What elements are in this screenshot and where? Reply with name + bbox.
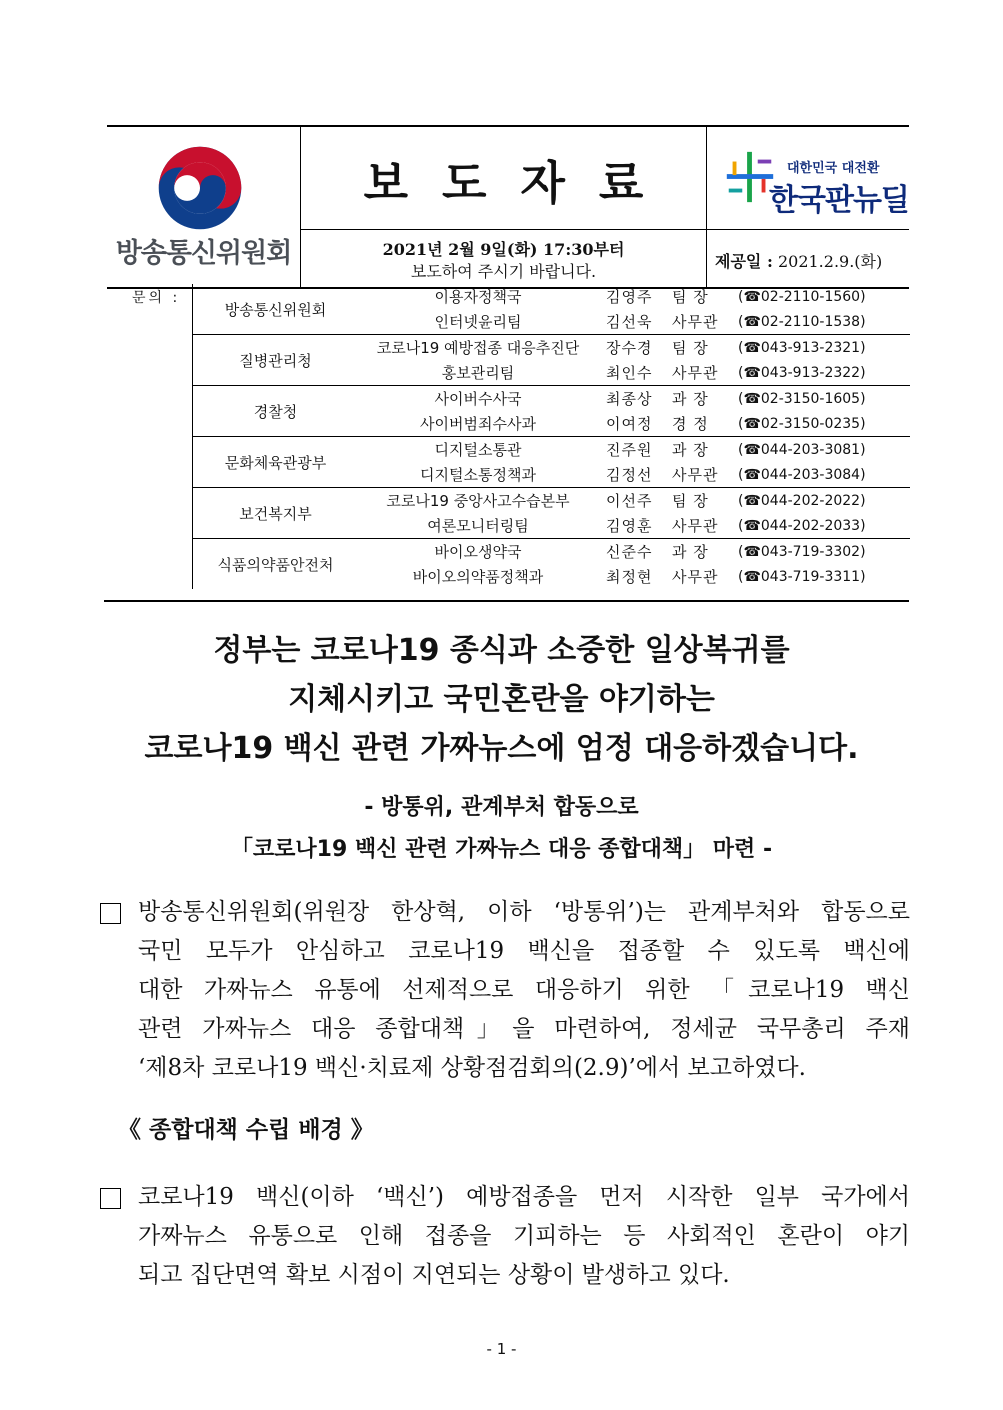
subheadline-line-1: - 방통위, 관계부처 합동으로 (364, 795, 639, 820)
contact-row (193, 335, 911, 361)
contact-role: 과 장 (672, 386, 738, 412)
section-title: 《 종합대책 수립 배경 》 (118, 1116, 374, 1143)
contact-table (192, 284, 910, 589)
contact-dept: 코로나19 예방접종 대응추진단 (358, 335, 598, 361)
contact-dept: 디지털소통관 (358, 437, 598, 463)
taegeuk-emblem-icon (157, 145, 243, 231)
contact-role: 과 장 (672, 539, 738, 565)
contact-dept: 홍보관리팀 (441, 364, 515, 382)
contact-row (193, 437, 911, 463)
contact-phone: (☎044-202-2033) (738, 517, 866, 534)
contact-role: 사무관 (672, 466, 719, 484)
contact-person: 장수경 (598, 335, 672, 361)
contact-person: 김정선 (606, 466, 653, 484)
paragraph-2 (100, 1178, 910, 1295)
header-divider (301, 229, 909, 230)
contact-phone: (☎02-2110-1538) (738, 313, 866, 330)
contact-row (193, 488, 911, 514)
contact-dept: 바이오의약품정책과 (412, 568, 544, 586)
contact-role: 경 정 (672, 415, 709, 433)
bullet-box-icon (100, 1188, 121, 1209)
contact-role: 팀 장 (672, 488, 738, 514)
contact-role: 사무관 (672, 313, 719, 331)
paragraph-line: 방송통신위원회(위원장 한상혁, 이하 ‘방통위’)는 관계부처와 합동으로 (138, 899, 910, 925)
contact-role: 사무관 (672, 517, 719, 535)
paragraph-line: 대한 가짜뉴스 유통에 선제적으로 대응하기 위한 「코로나19 백신 (138, 977, 910, 1003)
ministry-logo-cell (107, 127, 301, 287)
contact-person: 최정현 (606, 568, 653, 586)
contact-person: 신준수 (598, 539, 672, 565)
issued-value: 2021.2.9.(화) (777, 252, 883, 271)
paragraph-line: 코로나19 백신(이하 ‘백신’) 예방접종을 먼저 시작한 일부 국가에서 (138, 1184, 910, 1210)
contact-phone: (☎044-203-3084) (738, 466, 866, 483)
contact-dept: 바이오생약국 (358, 539, 598, 565)
contact-row (193, 386, 911, 412)
contact-dept: 코로나19 중앙사고수습본부 (358, 488, 598, 514)
issued-label: 제공일 : (715, 252, 773, 271)
contact-phone: (☎043-719-3302) (738, 539, 910, 565)
paragraph-line: 국민 모두가 안심하고 코로나19 백신을 접종할 수 있도록 백신에 (138, 938, 910, 964)
contact-person: 이선주 (598, 488, 672, 514)
newdeal-cell (707, 127, 909, 287)
contact-agency: 방송통신위원회 (193, 284, 359, 335)
paragraph-line: 가짜뉴스 유통으로 인해 접종을 기피하는 등 사회적인 혼란이 야기 (138, 1223, 910, 1249)
page-title: 보도자료 (363, 156, 678, 210)
contact-agency: 식품의약품안전처 (193, 539, 359, 590)
paragraph-line: ‘제8차 코로나19 백신·치료제 상황점검회의(2.9)’에서 보고하였다. (138, 1055, 806, 1081)
headline-line-1: 정부는 코로나19 종식과 소중한 일상복귀를 (213, 633, 790, 668)
contact-role: 과 장 (672, 437, 738, 463)
contact-phone: (☎043-913-2321) (738, 335, 910, 361)
contact-dept: 인터넷윤리팀 (434, 313, 522, 331)
org-name: 방송통신위원회 (115, 238, 292, 269)
contact-role: 팀 장 (672, 288, 709, 306)
contact-role: 사무관 (672, 568, 719, 586)
contact-person: 진주원 (598, 437, 672, 463)
title-cell (301, 127, 707, 287)
bullet-box-icon (100, 903, 121, 924)
issued-date (715, 249, 882, 272)
contact-dept: 이용자정책국 (434, 288, 522, 306)
paragraph-line: 관련 가짜뉴스 대응 종합대책」을 마련하여, 정세균 국무총리 주재 (138, 1016, 910, 1042)
newdeal-wordmark: 한국판뉴딜 (769, 183, 909, 218)
contact-person: 최인수 (606, 364, 653, 382)
contact-person: 이여정 (606, 415, 653, 433)
headline-line-2: 지체시키고 국민혼란을 야기하는 (288, 682, 715, 717)
contact-dept: 사이버범죄수사과 (420, 415, 536, 433)
contact-phone: (☎044-203-3081) (738, 437, 910, 463)
contact-row (193, 284, 911, 309)
embargo-note: 보도하여 주시기 바랍니다. (410, 262, 597, 281)
contact-phone: (☎02-3150-0235) (738, 415, 866, 432)
paragraph-line: 되고 집단면역 확보 시점이 지연되는 상황이 발생하고 있다. (138, 1262, 730, 1288)
contact-person: 김영훈 (606, 517, 653, 535)
contact-person: 김선욱 (606, 313, 653, 331)
contact-row (193, 539, 911, 565)
contact-agency: 질병관리청 (193, 335, 359, 386)
contact-phone: (☎02-3150-1605) (738, 386, 910, 412)
contact-person: 최종상 (598, 386, 672, 412)
contact-dept: 사이버수사국 (358, 386, 598, 412)
contact-role: 사무관 (672, 364, 719, 382)
headline-line-3: 코로나19 백신 관련 가짜뉴스에 엄정 대응하겠습니다. (144, 731, 859, 766)
contact-person: 김영주 (606, 288, 653, 306)
newdeal-slogan: 대한민국 대전환 (787, 161, 880, 176)
embargo-time: 2021년 2월 9일(화) 17:30부터 (382, 240, 625, 259)
page-number: - 1 - (486, 1340, 517, 1358)
contact-phone: (☎044-202-2022) (738, 488, 910, 514)
contact-phone: (☎043-913-2322) (738, 364, 866, 381)
contact-agency: 문화체육관광부 (193, 437, 359, 488)
press-release-header (107, 125, 909, 289)
subheadline-line-2: 「코로나19 백신 관련 가짜뉴스 대응 종합대책」 마련 - (230, 837, 773, 862)
contact-agency: 보건복지부 (193, 488, 359, 539)
contact-phone: (☎02-2110-1560) (738, 288, 866, 305)
paragraph-1 (100, 893, 910, 1088)
contact-role: 팀 장 (672, 335, 738, 361)
contact-dept: 디지털소통정책과 (420, 466, 536, 484)
contact-dept: 여론모니터링팀 (427, 517, 529, 535)
contact-agency: 경찰청 (193, 386, 359, 437)
table-bottom-rule (104, 600, 909, 602)
contact-phone: (☎043-719-3311) (738, 568, 866, 585)
contact-label: 문의 : (132, 290, 181, 306)
